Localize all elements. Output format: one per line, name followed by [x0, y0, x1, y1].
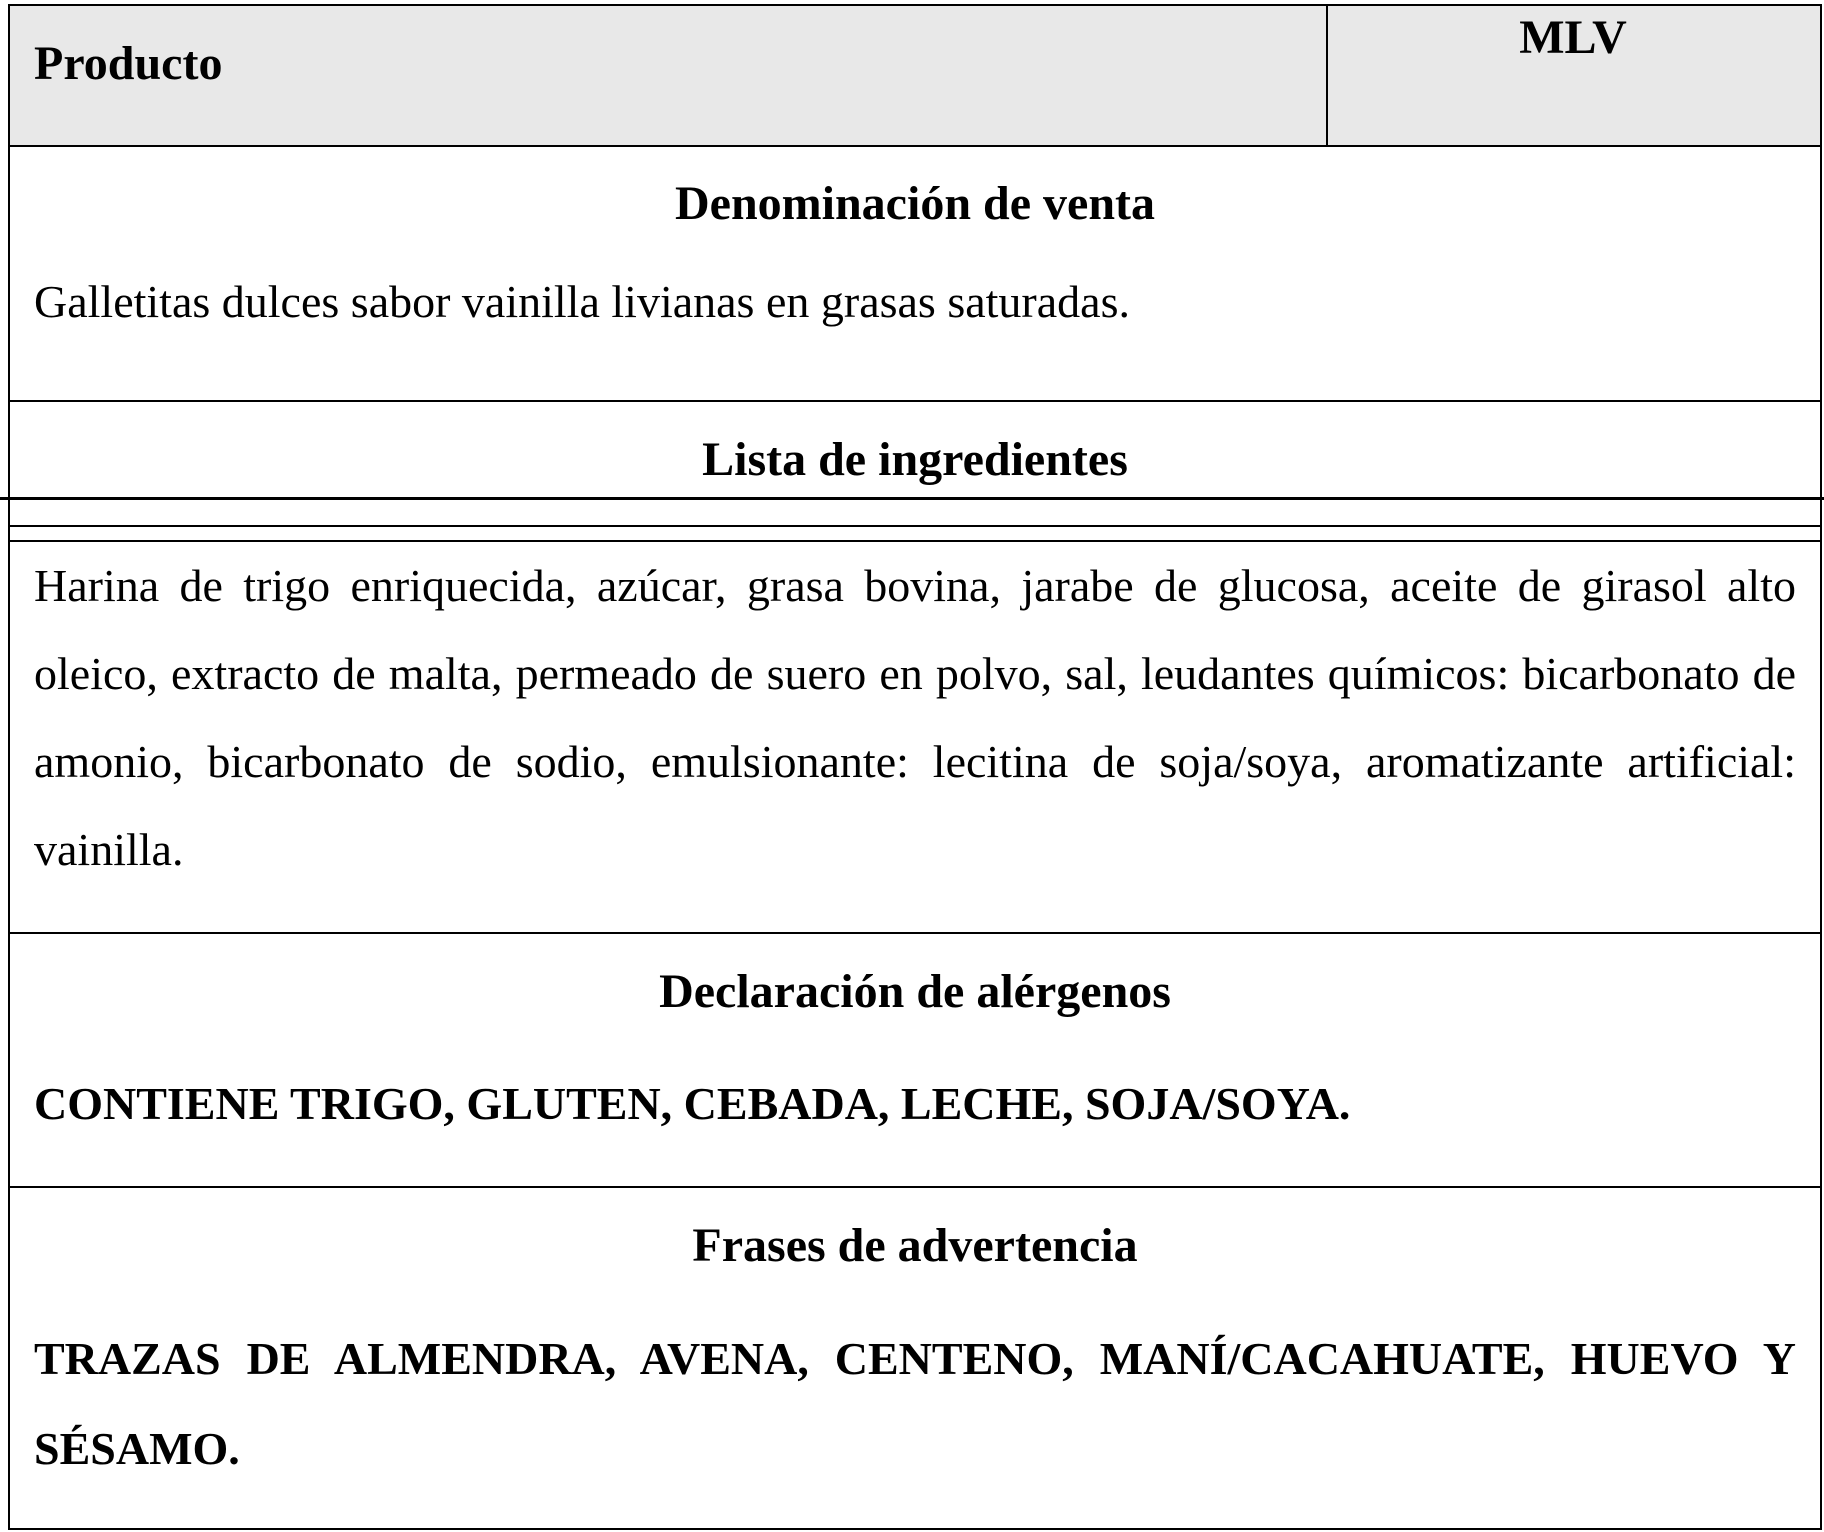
advertencia-text: TRAZAS DE ALMENDRA, AVENA, CENTENO, MANÍ/CACAHUATE, HUEVO Y SÉSAMO. [34, 1333, 1796, 1474]
table-border-bottom [8, 1528, 1822, 1530]
product-label: Producto [34, 37, 223, 90]
table-border-left [8, 4, 10, 1530]
alergenos-text: CONTIENE TRIGO, GLUTEN, CEBADA, LECHE, SOJA/SOYA. [34, 1078, 1351, 1129]
row-divider-double-top [0, 497, 1824, 500]
header-row-divider [8, 145, 1822, 147]
row-divider-4 [8, 1186, 1822, 1188]
table-border-top [8, 4, 1822, 6]
section-title-advertencia: Frases de advertencia [692, 1219, 1138, 1272]
denominacion-text: Galletitas dulces sabor vainilla livianas en grasas saturadas. [34, 276, 1130, 327]
ingredientes-text: Harina de trigo enriquecida, azúcar, grasa bovina, jarabe de glucosa, aceite de girasol alto oleico, extracto de malta, permeado de suero en polvo, sal, leudantes químicos: bicarbonato de amonio, bicarbonato de sodio, emulsionante: lecitina de soja/soya, aromatizante artificial: vainilla. [34, 560, 1796, 875]
row-divider-3 [8, 932, 1822, 934]
section-title-denominacion: Denominación de venta [675, 177, 1155, 230]
table-border-right [1820, 4, 1822, 1530]
product-code: MLV [1519, 11, 1627, 64]
section-title-alergenos: Declaración de alérgenos [659, 965, 1171, 1018]
row-divider-1 [8, 400, 1822, 402]
section-title-ingredientes: Lista de ingredientes [702, 433, 1128, 486]
row-divider-double-mid [8, 525, 1822, 527]
